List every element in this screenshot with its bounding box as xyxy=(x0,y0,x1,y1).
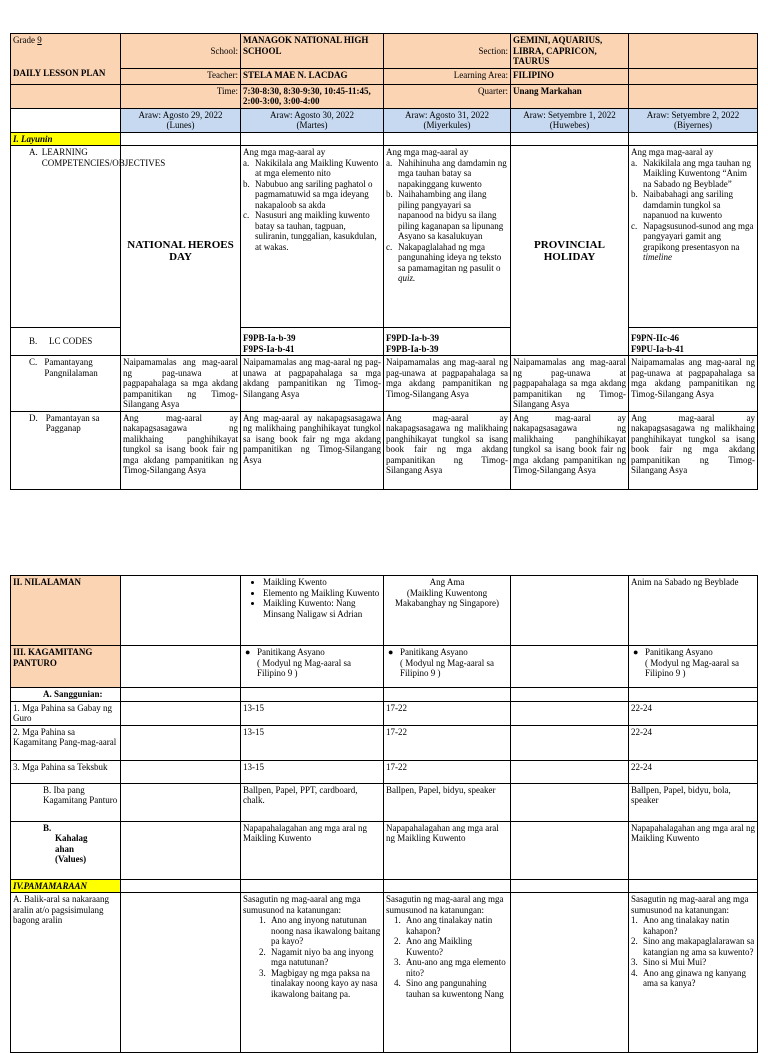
teacher-label: Teacher: xyxy=(121,68,241,84)
school-value: MANAGOK NATIONAL HIGH SCHOOL xyxy=(241,34,384,69)
learning-area-value: FILIPINO xyxy=(511,68,629,84)
kagamitan-list xyxy=(243,647,381,679)
row-values: (Values) xyxy=(55,854,87,864)
pages-tuesday: 13-15 xyxy=(241,760,384,783)
kagamitan-list xyxy=(631,647,755,679)
item-marker: 3. xyxy=(631,957,638,967)
balik-intro: Sasagutin ng mag-aaral ang mga sumusunod na katanungan: xyxy=(386,894,504,915)
item-italic: quiz. xyxy=(398,273,416,283)
day-friday xyxy=(629,108,758,132)
item-marker: 3. xyxy=(394,957,401,967)
blank xyxy=(241,879,384,893)
item-text: Napagsusunod-sunod ang mga pangyayari gamit ang grapikong presentasyon na xyxy=(643,220,754,252)
kagamitan-title: Panitikang Asyano xyxy=(257,647,325,657)
nilalaman-list xyxy=(243,577,381,619)
row-label-sanggunian: A. Sanggunian: xyxy=(11,688,121,702)
balik-aral-friday xyxy=(629,893,758,1053)
blank xyxy=(121,783,241,821)
blank xyxy=(121,576,241,646)
balik-aral-wednesday xyxy=(384,893,511,1053)
day-weekday: (Huwebes) xyxy=(549,120,590,130)
item-marker: 2. xyxy=(259,946,266,957)
day-tuesday xyxy=(241,108,384,132)
lc-code: F9PU-Ia-b-41 xyxy=(631,343,684,354)
values-tuesday: Napapahalagahan ang mga aral ng Maikling Kuwento xyxy=(241,821,384,879)
row-letter: B. xyxy=(43,822,52,833)
item-marker: 2. xyxy=(394,936,401,946)
item-text: Nakikilala ang Maikling Kuwento at mga elemento nito xyxy=(255,157,379,178)
time-value: 7:30-8:30, 8:30-9:30, 10:45-11:45, 2:00-3:00, 3:00-4:00 xyxy=(241,84,384,108)
day-wednesday xyxy=(384,108,511,132)
blank xyxy=(511,576,629,646)
blank xyxy=(121,893,241,1053)
item-marker: a. xyxy=(386,157,393,168)
item-marker: b. xyxy=(386,189,393,199)
learning-area-label: Learning Area: xyxy=(384,68,511,84)
section-pamamaraan: IV.PAMAMARAAN xyxy=(11,879,121,893)
header-blank-4 xyxy=(629,84,758,108)
header-grade-cell xyxy=(11,34,121,85)
objective-item xyxy=(631,189,755,221)
item-text: Magbigay ng mga paksa na tinalakay noong kayo ay nasa ikawalong baitang pa. xyxy=(271,967,378,999)
pangnilalaman-thursday: Naipamamalas ang mag-aaral ng pag-unawa at pagpapahalaga sa mga akdang pampanitikan ng Timog-Silangang Asya xyxy=(511,356,629,412)
pagganap-wednesday: Ang mag-aaral ay nakapagsasagawa ng malikhaing panghihikayat tungkol sa isang book fair ng mga akdang pampanitikan ng Timog-Silangang Asya xyxy=(384,411,511,489)
pangnilalaman-tuesday: Naipamamalas ang mag-aaral ng pag-unawa at pagpapahalaga sa mga akdang pampanitikan ng Timog-Silangang Asya xyxy=(241,356,384,412)
lc-code: F9PD-Ia-b-39 xyxy=(386,333,439,343)
list-item xyxy=(394,978,508,999)
list-item xyxy=(243,647,381,679)
item-text: Ano ang ginawa ng kanyang ama sa kanya? xyxy=(643,967,746,988)
pages-friday: 22-24 xyxy=(629,760,758,783)
quarter-label: Quarter: xyxy=(384,84,511,108)
objective-item xyxy=(386,158,508,190)
list-item xyxy=(259,968,381,1000)
day-row-blank xyxy=(11,108,121,132)
item-marker: 1. xyxy=(394,915,401,925)
blank xyxy=(511,132,629,146)
balik-aral-tuesday xyxy=(241,893,384,1053)
blank xyxy=(511,688,629,702)
row-label-gabay: 1. Mga Pahina sa Gabay ng Guro xyxy=(11,701,121,725)
list-item xyxy=(394,936,508,957)
section-label: Section: xyxy=(384,34,511,69)
blank xyxy=(121,725,241,760)
blank xyxy=(241,132,384,146)
pangnilalaman-wednesday: Naipamamalas ang mag-aaral ng pag-unawa at pagpapahalaga sa mga akdang pampanitikan ng Timog-Silangang Asya xyxy=(384,356,511,412)
row-label-kahalagahan xyxy=(11,821,121,879)
kagamitan-friday xyxy=(629,646,758,688)
list-item: • Maikling Kuwento: Nang Minsang Naligaw si Adrian xyxy=(263,598,381,619)
row-label-balik-aral: A. Balik-aral sa nakaraang aralin at/o pagsisimulang bagong aralin xyxy=(11,893,121,1053)
blank xyxy=(511,760,629,783)
day-weekday: (Miyerkules) xyxy=(423,120,471,130)
objectives-list xyxy=(631,158,755,263)
kagamitan-list xyxy=(386,647,508,679)
row-label-pagganap xyxy=(11,411,121,489)
list-item xyxy=(631,915,755,936)
objective-item xyxy=(631,221,755,263)
item-marker: c. xyxy=(243,210,250,220)
blank xyxy=(121,879,241,893)
quarter-value: Unang Markahan xyxy=(511,84,629,108)
day-weekday: (Martes) xyxy=(296,120,328,130)
pagganap-tuesday: Ang mag-aaral ay nakapagsasagawa ng malikhaing panghihikayat tungkol sa isang book fair ng mga akdang pampanitikan ng Timog-Silangang Asya xyxy=(241,411,384,489)
list-item xyxy=(631,968,755,989)
nilalaman-friday: Anim na Sabado ng Beyblade xyxy=(629,576,758,646)
item-marker: 3. xyxy=(259,967,266,978)
item-marker: c. xyxy=(386,241,393,252)
item-marker: 4. xyxy=(394,978,401,988)
pages-wednesday: 17-22 xyxy=(384,725,511,760)
holiday-thursday: PROVINCIAL HOLIDAY xyxy=(511,146,629,356)
balik-intro: Sasagutin ng mag-aaral ang mga sumusunod na katanungan: xyxy=(631,894,749,915)
day-thursday xyxy=(511,108,629,132)
section-layunin: I. Layunin xyxy=(11,132,121,146)
pangnilalaman-monday: Naipamamalas ang mag-aaral ng pag-unawa at pagpapahalaga sa mga akdang pampanitikan ng Timog-Silangang Asya xyxy=(121,356,241,412)
blank xyxy=(629,688,758,702)
blank xyxy=(121,821,241,879)
values-wednesday: Napapahalagahan ang mga aral ng Maikling Kuwento xyxy=(384,821,511,879)
objectives-list xyxy=(243,158,381,253)
pagganap-monday: Ang mag-aaral ay nakapagsasagawa ng malikhaing panghihikayat tungkol sa isang book fair ng mga akdang pampanitikan ng Timog-Silangang Asya xyxy=(121,411,241,489)
item-text: Nakikilala ang mga tauhan ng Maikling Kuwentong “Anim na Sabado ng Beyblade” xyxy=(643,157,751,189)
iba-pang-friday: Ballpen, Papel, bidyu, bola, speaker xyxy=(629,783,758,821)
pages-friday: 22-24 xyxy=(629,725,758,760)
blank xyxy=(511,725,629,760)
pages-friday: 22-24 xyxy=(629,701,758,725)
iba-pang-tuesday: Ballpen, Papel, PPT, cardboard, chalk. xyxy=(241,783,384,821)
lc-codes-tuesday xyxy=(241,328,384,356)
kagamitan-subtitle: ( Modyul ng Mag-aaral sa Filipino 9 ) xyxy=(645,657,739,678)
header-blank-3 xyxy=(11,84,121,108)
balik-list xyxy=(631,915,755,989)
nilalaman-wednesday xyxy=(384,576,511,646)
item-marker: a. xyxy=(631,157,638,168)
values-friday: Napapahalagahan ang mga aral ng Maikling Kuwento xyxy=(629,821,758,879)
objectives-intro: Ang mga mag-aaral ay xyxy=(386,147,469,157)
objectives-friday xyxy=(629,146,758,328)
lc-code: F9PB-Ia-b-39 xyxy=(243,333,296,343)
objective-item xyxy=(243,179,381,211)
item-text: Anu-ano ang mga elemento nito? xyxy=(406,957,506,978)
row-label-lc-codes xyxy=(11,328,121,356)
list-item xyxy=(386,647,508,679)
day-date: Araw: Agosto 30, 2022 xyxy=(270,109,354,120)
item-marker: b. xyxy=(631,189,638,199)
balik-list xyxy=(243,915,381,999)
item-text: Nasusuri ang maikling kuwento batay sa tauhan, tagpuan, suliranin, tunggalian, kasukdulan, at wakas. xyxy=(255,210,377,252)
dlp-title: DAILY LESSON PLAN xyxy=(13,67,106,78)
item-text: Sino ang makapaglalarawan sa katangian ng ama sa kuwento? xyxy=(643,936,755,957)
item-text: Nabubuo ang sariling paghatol o pagmamatuwid sa mga ideyang nakapaloob sa akda xyxy=(255,178,373,210)
blank xyxy=(384,688,511,702)
objectives-wednesday xyxy=(384,146,511,328)
row-label-kagamitang-mag-aaral: 2. Mga Pahina sa Kagamitang Pang-mag-aaral xyxy=(11,725,121,760)
list-item xyxy=(631,957,755,968)
item-italic: timeline xyxy=(643,252,672,262)
row-label-pangnilalaman xyxy=(11,356,121,412)
blank xyxy=(121,132,241,146)
blank xyxy=(511,701,629,725)
item-text: Ano ang Maikling Kuwento? xyxy=(406,936,472,957)
blank xyxy=(384,132,511,146)
pages-tuesday: 13-15 xyxy=(241,725,384,760)
blank xyxy=(241,688,384,702)
blank xyxy=(511,879,629,893)
row-label-teksbuk: 3. Mga Pahina sa Teksbuk xyxy=(11,760,121,783)
blank xyxy=(121,701,241,725)
list-item xyxy=(394,957,508,978)
objectives-list xyxy=(386,158,508,284)
school-label: School: xyxy=(121,34,241,69)
blank xyxy=(121,646,241,688)
kagamitan-title: Panitikang Asyano xyxy=(400,647,468,657)
list-item xyxy=(259,915,381,947)
grade-label: Grade xyxy=(13,35,38,45)
lc-code: F9PS-Ia-b-41 xyxy=(243,343,295,354)
row-letter: D. xyxy=(29,412,38,423)
day-date: Araw: Agosto 31, 2022 xyxy=(405,109,489,120)
item-marker: b. xyxy=(243,178,250,189)
section-value: GEMINI, AQUARIUS, LIBRA, CAPRICON, TAURUS xyxy=(511,34,629,69)
objective-item xyxy=(243,158,381,179)
item-marker: 1. xyxy=(631,915,638,925)
list-item xyxy=(631,647,755,679)
kagamitan-title: Panitikang Asyano xyxy=(645,647,713,657)
lc-code: F9PB-Ia-b-39 xyxy=(386,343,439,354)
pages-wednesday: 17-22 xyxy=(384,760,511,783)
item-text: Naibabahagi ang sariling damdamin tungkol sa napanuod na kuwento xyxy=(643,189,733,220)
pagganap-thursday: Ang mag-aaral ay nakapagsasagawa ng malikhaing panghihikayat tungkol sa isang book fair ng mga akdang pampanitikan ng Timog-Silangang Asya xyxy=(511,411,629,489)
row-letter: C. xyxy=(29,357,38,367)
time-label: Time: xyxy=(121,84,241,108)
item-text: Ano ang inyong natutunan noong nasa ikawalong baitang pa kayo? xyxy=(271,915,381,946)
kagamitan-subtitle: ( Modyul ng Mag-aaral sa Filipino 9 ) xyxy=(257,657,351,678)
day-date: Araw: Setyembre 2, 2022 xyxy=(646,109,740,120)
blank xyxy=(629,879,758,893)
row-text: Pamantayang Pangnilalaman xyxy=(44,357,98,378)
lc-codes-friday xyxy=(629,328,758,356)
section-nilalaman: II. NILALAMAN xyxy=(11,576,121,646)
pagganap-friday: Ang mag-aaral ay nakapagsasagawa ng malikhaing panghihikayat tungkol sa isang book fair ng mga akdang pampanitikan ng Timog-Silangang Asya xyxy=(629,411,758,489)
item-marker: c. xyxy=(631,220,638,231)
objective-item xyxy=(243,210,381,252)
objectives-intro: Ang mga mag-aaral ay xyxy=(631,147,714,157)
pangnilalaman-friday: Naipamamalas ang mag-aaral ng pag-unawa at pagpapahalaga sa mga akdang pampanitikan ng Timog-Silangang Asya xyxy=(629,356,758,412)
header-blank-1 xyxy=(629,34,758,69)
lesson-plan-table-page-1 xyxy=(10,33,758,490)
blank xyxy=(511,783,629,821)
day-date: Araw: Setyembre 1, 2022 xyxy=(523,109,616,120)
holiday-monday: NATIONAL HEROES DAY xyxy=(121,146,241,356)
list-item: • Maikling Kwento xyxy=(263,577,381,588)
item-text: Nagamit niyo ba ang inyong mga natutunan? xyxy=(271,946,374,967)
day-weekday: (Lunes) xyxy=(166,120,195,130)
list-item xyxy=(259,947,381,968)
row-text: Kahalagahan xyxy=(55,833,88,854)
row-text: Pamantayan sa Pagganap xyxy=(45,412,100,433)
item-text: Ano ang tinalakay natin kahapon? xyxy=(406,915,493,936)
row-letter: A. xyxy=(29,147,38,157)
day-monday xyxy=(121,108,241,132)
row-text: LC CODES xyxy=(49,336,93,347)
blank xyxy=(384,879,511,893)
objectives-tuesday xyxy=(241,146,384,328)
kagamitan-subtitle: ( Modyul ng Mag-aaral sa Filipino 9 ) xyxy=(400,657,494,678)
blank xyxy=(629,132,758,146)
iba-pang-wednesday: Ballpen, Papel, bidyu, speaker xyxy=(384,783,511,821)
day-weekday: (Biyernes) xyxy=(674,120,712,130)
item-marker: 4. xyxy=(631,967,638,978)
header-blank-2 xyxy=(629,68,758,84)
item-text: Sino si Mui Mui? xyxy=(643,957,707,967)
section-kagamitan: III. KAGAMITANG PANTURO xyxy=(11,646,121,688)
blank xyxy=(121,760,241,783)
item-marker: 2. xyxy=(631,936,638,946)
teacher-value: STELA MAE N. LACDAG xyxy=(241,68,384,84)
list-item: • Elemento ng Maikling Kuwento xyxy=(263,588,381,599)
kagamitan-wednesday xyxy=(384,646,511,688)
objectives-intro: Ang mga mag-aaral ay xyxy=(243,147,326,157)
row-label-iba-pang: B. Iba pang Kagamitang Panturo xyxy=(11,783,121,821)
row-letter: B. xyxy=(29,336,38,347)
balik-intro: Sasagutin ng mag-aaral ang mga sumusunod na katanungan: xyxy=(243,894,361,915)
lc-codes-wednesday xyxy=(384,328,511,356)
objective-item xyxy=(386,189,508,242)
objective-item xyxy=(386,242,508,284)
story-subtitle: (Maikling Kuwentong Makabanghay ng Singapore) xyxy=(395,587,499,608)
item-text: Ano ang tinalakay natin kahapon? xyxy=(643,915,730,936)
list-item xyxy=(394,915,508,936)
blank xyxy=(121,688,241,702)
day-date: Araw: Agosto 29, 2022 xyxy=(138,109,223,120)
item-text: Sino ang pangunahing tauhan sa kuwentong Nang xyxy=(406,978,504,999)
balik-list xyxy=(386,915,508,999)
item-text: Nakapaglalahad ng mga pangunahing ideya ng teksto sa pamamagitan ng pasulit o xyxy=(398,241,502,273)
grade-value: 9 xyxy=(37,35,42,45)
blank xyxy=(511,893,629,1053)
item-marker: 1. xyxy=(259,915,266,925)
pages-wednesday: 17-22 xyxy=(384,701,511,725)
item-text: Nahihinuha ang damdamin ng mga tauhan batay sa napakinggang kuwento xyxy=(398,157,507,189)
blank xyxy=(511,821,629,879)
item-marker: a. xyxy=(243,157,250,168)
lc-code: F9PN-IIc-46 xyxy=(631,333,679,343)
item-text: Naihahambing ang ilang piling pangyayari sa napanood na bidyu sa ilang piling kaganapan sa lipunang Asyano sa kasalukuyan xyxy=(398,189,504,241)
lesson-plan-table-page-2 xyxy=(10,575,758,1053)
kagamitan-tuesday xyxy=(241,646,384,688)
nilalaman-tuesday xyxy=(241,576,384,646)
list-item xyxy=(631,936,755,957)
objective-item xyxy=(631,158,755,190)
row-text: LEARNING COMPETENCIES/OBJECTIVES xyxy=(41,147,166,168)
story-title: Ang Ama xyxy=(429,577,465,587)
pages-tuesday: 13-15 xyxy=(241,701,384,725)
blank xyxy=(511,646,629,688)
row-label-learning-competencies xyxy=(11,146,166,328)
